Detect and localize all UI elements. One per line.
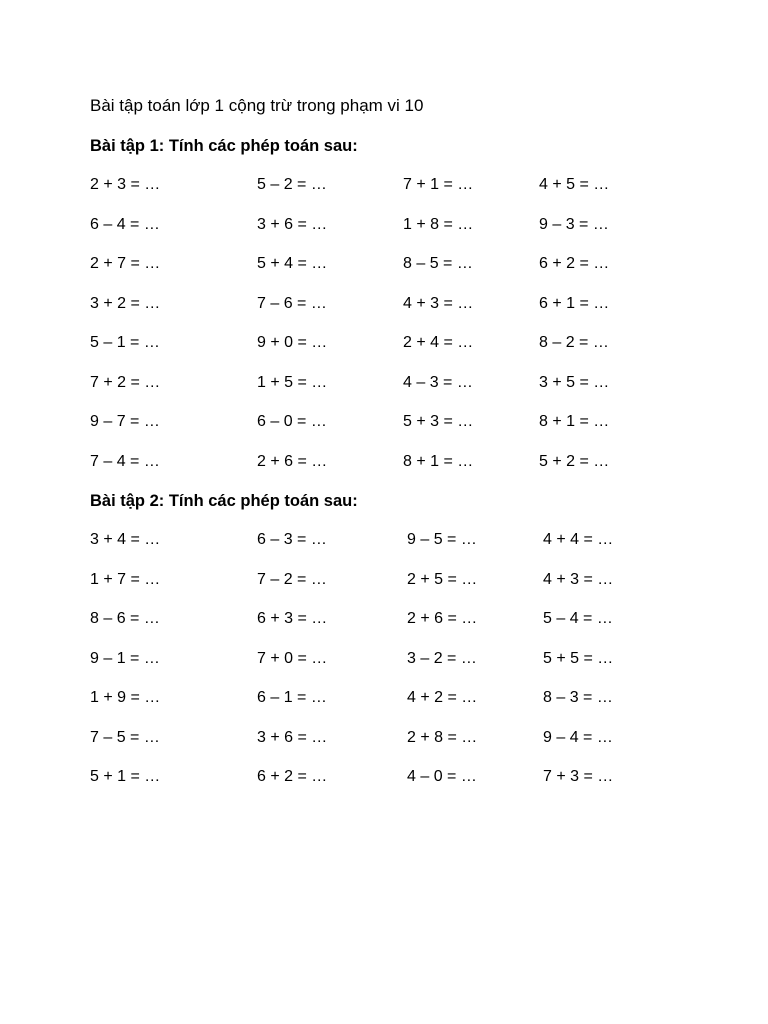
math-problem: 4 + 5 = … — [539, 176, 610, 193]
math-problem: 5 + 2 = … — [539, 452, 610, 470]
math-problem: 4 – 3 = … — [403, 373, 473, 391]
problem-row — [0, 530, 768, 570]
exercise-2-problems — [0, 530, 768, 807]
math-problem: 7 + 2 = … — [90, 373, 161, 391]
math-problem: 8 – 5 = … — [403, 255, 473, 272]
math-problem: 6 + 1 = … — [539, 294, 610, 312]
problem-row — [0, 452, 768, 492]
math-problem: 2 + 4 = … — [403, 334, 474, 351]
math-problem: 1 + 9 = … — [90, 689, 161, 706]
math-problem: 9 – 1 = … — [90, 649, 160, 667]
math-problem: 8 + 1 = … — [539, 413, 610, 430]
problem-row — [0, 649, 768, 689]
document-title: Bài tập toán lớp 1 cộng trừ trong phạm vi 10 — [90, 96, 424, 115]
math-problem: 3 + 5 = … — [539, 373, 610, 391]
math-problem: 6 – 0 = … — [257, 413, 327, 430]
math-problem: 6 + 3 = … — [257, 610, 328, 627]
exercise-1-problems — [0, 175, 768, 491]
math-problem: 3 – 2 = … — [407, 649, 477, 667]
math-problem: 4 + 3 = … — [403, 294, 474, 312]
math-problem: 3 + 6 = … — [257, 728, 328, 746]
math-problem: 7 – 4 = … — [90, 452, 160, 470]
exercise-1-heading: Bài tập 1: Tính các phép toán sau: — [90, 137, 358, 155]
problem-row — [0, 294, 768, 334]
math-problem: 5 + 5 = … — [543, 649, 614, 667]
math-problem: 1 + 7 = … — [90, 570, 161, 588]
math-problem: 7 + 0 = … — [257, 649, 328, 667]
problem-row — [0, 767, 768, 807]
math-problem: 6 + 2 = … — [539, 255, 610, 272]
math-problem: 4 – 0 = … — [407, 768, 477, 785]
math-problem: 7 + 3 = … — [543, 768, 614, 785]
math-problem: 5 + 4 = … — [257, 255, 328, 272]
math-problem: 5 + 1 = … — [90, 768, 161, 785]
math-problem: 2 + 6 = … — [257, 452, 328, 470]
math-problem: 4 + 2 = … — [407, 689, 478, 706]
math-problem: 5 – 2 = … — [257, 176, 327, 193]
math-problem: 6 – 3 = … — [257, 531, 327, 548]
math-problem: 2 + 6 = … — [407, 610, 478, 627]
exercise-2-heading: Bài tập 2: Tính các phép toán sau: — [90, 492, 358, 510]
math-problem: 5 + 3 = … — [403, 413, 474, 430]
math-problem: 3 + 6 = … — [257, 215, 328, 233]
math-problem: 2 + 5 = … — [407, 570, 478, 588]
math-problem: 8 – 3 = … — [543, 689, 613, 706]
math-problem: 9 – 4 = … — [543, 728, 613, 746]
math-problem: 8 + 1 = … — [403, 452, 474, 470]
math-problem: 2 + 3 = … — [90, 176, 161, 193]
math-problem: 3 + 2 = … — [90, 294, 161, 312]
math-problem: 7 – 2 = … — [257, 570, 327, 588]
problem-row — [0, 609, 768, 649]
problem-row — [0, 688, 768, 728]
math-problem: 9 – 7 = … — [90, 413, 160, 430]
math-problem: 2 + 7 = … — [90, 255, 161, 272]
math-problem: 7 + 1 = … — [403, 176, 474, 193]
math-problem: 8 – 6 = … — [90, 610, 160, 627]
math-problem: 5 – 4 = … — [543, 610, 613, 627]
math-problem: 6 + 2 = … — [257, 768, 328, 785]
math-problem: 3 + 4 = … — [90, 531, 161, 548]
math-problem: 9 – 5 = … — [407, 531, 477, 548]
problem-row — [0, 254, 768, 294]
math-problem: 6 – 1 = … — [257, 689, 327, 706]
math-problem: 2 + 8 = … — [407, 728, 478, 746]
math-problem: 4 + 4 = … — [543, 531, 614, 548]
math-problem: 8 – 2 = … — [539, 334, 609, 351]
math-problem: 7 – 6 = … — [257, 294, 327, 312]
problem-row — [0, 412, 768, 452]
math-problem: 7 – 5 = … — [90, 728, 160, 746]
problem-row — [0, 728, 768, 768]
math-problem: 5 – 1 = … — [90, 334, 160, 351]
math-problem: 4 + 3 = … — [543, 570, 614, 588]
problem-row — [0, 175, 768, 215]
math-problem: 1 + 8 = … — [403, 215, 474, 233]
math-problem: 9 – 3 = … — [539, 215, 609, 233]
problem-row — [0, 333, 768, 373]
math-problem: 1 + 5 = … — [257, 373, 328, 391]
problem-row — [0, 570, 768, 610]
problem-row — [0, 215, 768, 255]
problem-row — [0, 373, 768, 413]
math-problem: 6 – 4 = … — [90, 215, 160, 233]
math-problem: 9 + 0 = … — [257, 334, 328, 351]
